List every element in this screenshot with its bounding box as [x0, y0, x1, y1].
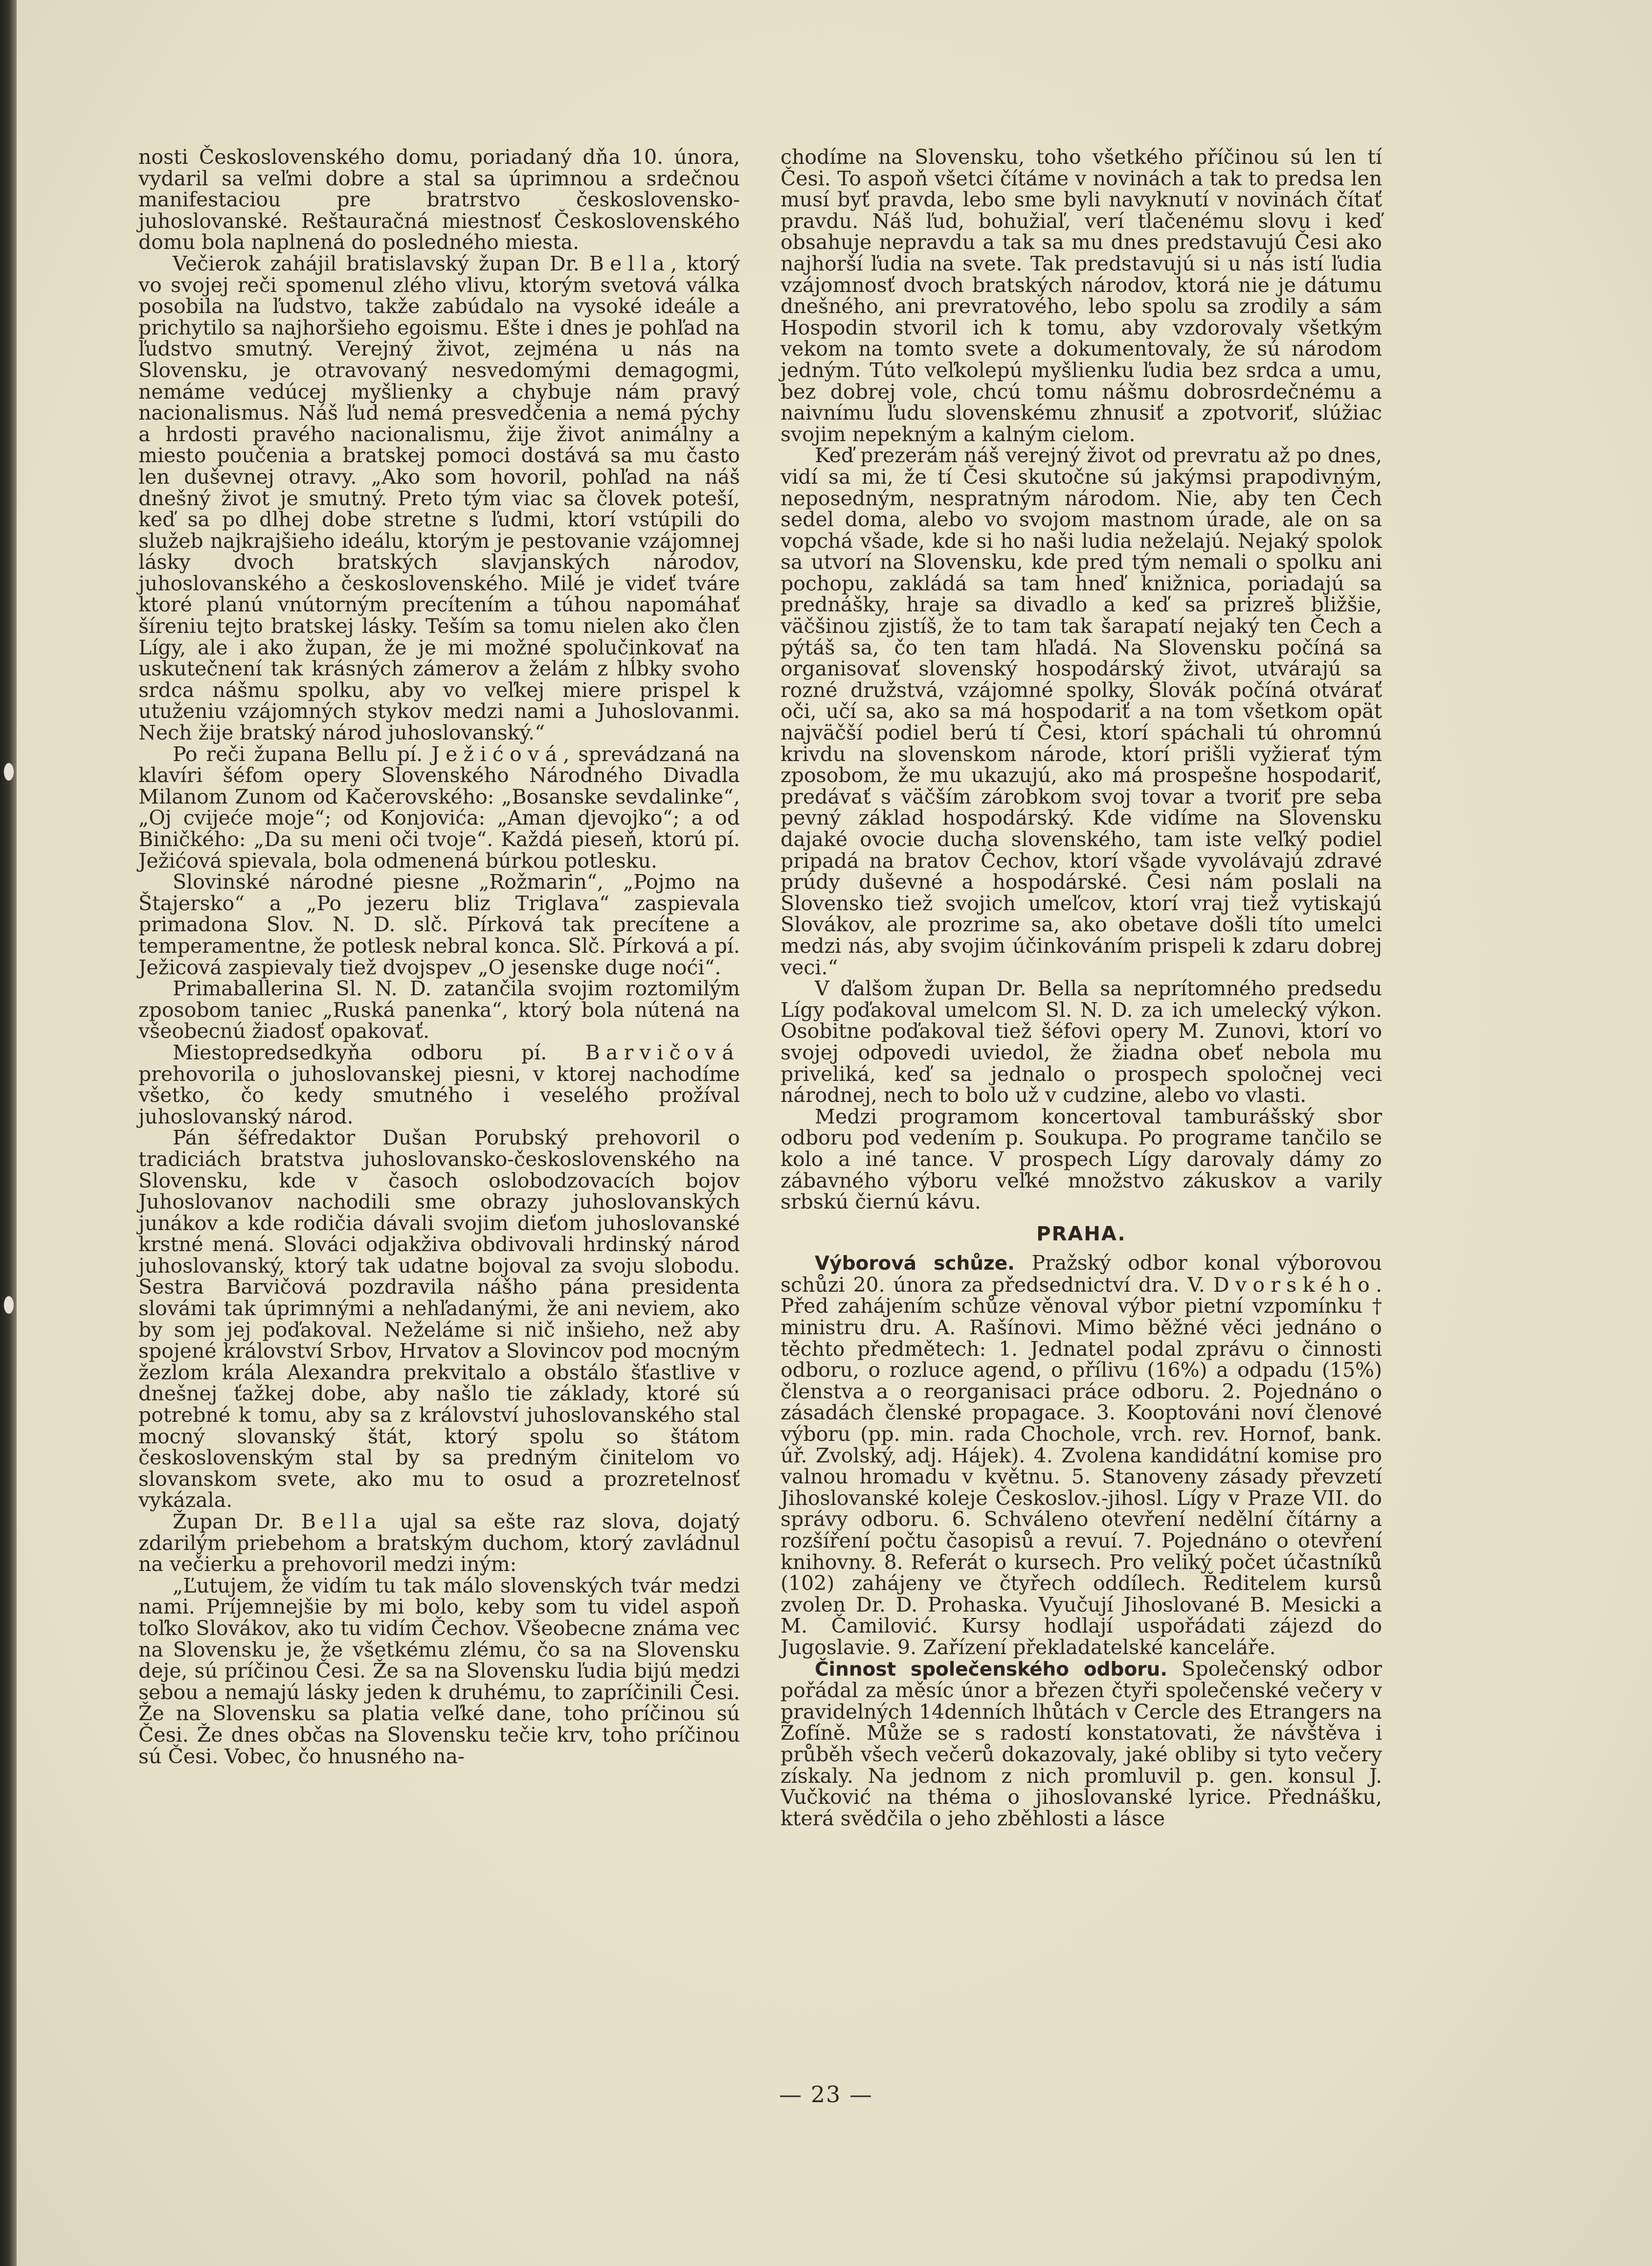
- paragraph: Po reči župana Bellu pí. Ježićová, sprevádzaná na klavíri šéfom opery Slovenského Národného Divadla Milanom Zunom od Kačerovského: „Bosanske sevdalinke“, „Oj cvijeće moje“; od Konjovića: „Aman djevojko“; a od Biničkého: „Da su meni oči tvoje“. Každá pieseň, ktorú pí. Ježićová spievala, bola odmenená búrkou potlesku.: [138, 742, 740, 873]
- paragraph: Pán šéfredaktor Dušan Porubský prehovoril o tradiciách bratstva juhoslovansko-československého na Slovensku, kde v časoch oslobodzovacích bojov Juhoslovanov nachodili sme obrazy juhoslovanských junákov a kde rodičia dávali svojim dieťom juhoslovanské krstné mená. Slováci odjakživa obdivovali hrdinský národ juhoslovanský, ktorý tak udatne bojoval za svoju slobodu. Sestra Barvičová pozdravila nášho pána presidenta slovámi tak úprimnými a nehľadanými, že ani neviem, ako by som jej poďakoval. Neželáme si nič inšieho, než aby spojené království Srbov, Hrvatov a Slovincov pod mocným žezlom krála Alexandra prekvitalo a obstálo šťastlive v dnešnej ťažkej dobe, aby našlo tie základy, ktoré sú potrebné k tomu, aby sa z království juhoslovanského stal mocný slovanský štát, ktorý spolu so štátom československým stal by sa predným činitelom vo slovanskom svete, ako mu to osud a prozretelnosť vykázala.: [138, 1126, 740, 1512]
- binding-edge: [0, 0, 17, 2266]
- paragraph: chodíme na Slovensku, toho všetkého příčinou sú len tí Česi. To aspoň všetci čítáme v novinách a tak to predsa len musí byť pravda, lebo sme byli navyknutí v novinách čítať pravdu. Náš ľud, bohužiaľ, verí tlačenému slovu i keď obsahuje nepravdu a tak sa mu dnes predstavujú Česi ako najhorší ľudia na svete. Tak predstavujú si u nás istí ľudia vzájomnosť dvoch bratských národov, ktorá nie je dátumu dnešného, ani prevratového, lebo spolu sa zrodily a sám Hospodin stvoril ich k tomu, aby vzdorovaly všetkým vekom na tomto svete a dokumentovaly, že sú národom jedným. Túto veľkolepú myšlienku ľudia bez srdca a umu, bez dobrej vole, chcú tomu nášmu dobrosrdečnému a naivnímu ľudu slovenskému zhnusiť a zpotvoriť, slúžiac svojim nepekným a kalným cielom.: [781, 145, 1382, 446]
- paragraph: Miestopredsedkyňa odboru pí. Barvičová prehovorila o juhoslovanskej piesni, v ktorej nachodíme všetko, čo kedy smutného i veselého prožíval juhoslovanský národ.: [138, 1040, 740, 1128]
- paragraph: Večierok zahájil bratislavský župan Dr. Bella, ktorý vo svojej reči spomenul zlého vlivu, ktorým svetová válka posobila na ľudstvo, takže zabúdalo na vysoké ideále a prichytilo sa najhoršieho egoismu. Ešte i dnes je pohľad na ľudstvo smutný. Verejný život, zejména u nás na Slovensku, je otravovaný nesvedomými demagogmi, nemáme vedúcej myšlienky a chybuje nám pravý nacionalismus. Náš ľud nemá presvedčenia a nemá pýchy a hrdosti pravého nacionalismu, žije život animálny a miesto poučenia a bratskej pomoci dostává sa mu často len duševnej otravy. „Ako som hovoril, pohľad na náš dnešný život je smutný. Preto tým viac sa človek poteší, keď sa po dlhej dobe stretne s ľudmi, ktorí vstúpili do služeb najkrajšieho ideálu, ktorým je pestovanie vzájomnej lásky dvoch bratských slavjanských národov, juhoslovanského a československého. Milé je videť tváre ktoré planú vnútorným precítením a túhou napomáhať šíreniu tejto bratskej lásky. Teším sa tomu nielen ako člen Lígy, ale i ako župan, že je mi možné spolučinkovať na uskutečnení tak krásných zámerov a želám z hĺbky svoho srdca nášmu spolku, aby vo veľkej miere prispel k utuženiu vzájomných stykov medzi nami a Juhoslovanmi. Nech žije bratský národ juhoslovanský.“: [138, 251, 740, 745]
- page-number: — 23 —: [779, 2081, 873, 2108]
- right-column: [781, 147, 1382, 1829]
- run-in-heading: Výborová schůze.: [815, 1253, 1015, 1275]
- binding-hole: [4, 763, 14, 781]
- paragraph: nosti Československého domu, poriadaný dňa 10. února, vydaril sa veľmi dobre a stal sa úprimnou a srdečnou manifestaciou pre bratrstvo československo-juhoslovanské. Reštauračná miestnosť Československého domu bola naplnená do posledného miesta.: [138, 145, 740, 254]
- paragraph: Výborová schůze. Pražský odbor konal výborovou schůzi 20. února za předsednictví dra. V. Dvorského. Před zahájením schůze věnoval výbor pietní vzpomínku † ministru dru. A. Rašínovi. Mimo běžné věci jednáno o těchto předmětech: 1. Jednatel podal zprávu o činnosti odboru, o rozluce agend, o přílivu (16%) a odpadu (15%) členstva a o reorganisaci práce odboru. 2. Pojednáno o zásadách členské propagace. 3. Kooptováni noví členové výboru (pp. min. rada Chochole, vrch. rev. Hornof, bank. úř. Zvolský, adj. Hájek). 4. Zvolena kandidátní komise pro valnou hromadu v květnu. 5. Stanoveny zásady převzetí Jihoslovanské koleje Českoslov.-jihosl. Lígy v Praze VII. do správy odboru. 6. Schváleno otevření nedělní čítárny a rozšíření počtu časopisů a revuí. 7. Pojednáno o otevření knihovny. 8. Referát o kursech. Pro veliký počet účastníků (102) zahájeny ve čtyřech oddílech. Ředitelem kursů zvolen Dr. D. Prohaska. Vyučují Jihoslované B. Mesicki a M. Čamilović. Kursy hodlají uspořádati zájezd do Jugoslavie. 9. Zařízení překladatelské kanceláře.: [781, 1251, 1382, 1659]
- run-in-heading: Činnost společenského odboru.: [815, 1658, 1168, 1681]
- left-column: [138, 147, 740, 1767]
- paragraph: V ďalšom župan Dr. Bella sa neprítomného predsedu Lígy poďakoval umelcom Sl. N. D. za ich umelecký výkon. Osobitne poďakoval tiež šéfovi opery M. Zunovi, ktorí vo svojej odpovedi uviedol, že žiadna obeť nebola mu priveliká, keď sa jednalo o prospech spoločnej veci národnej, nech to bolo už v cudzine, alebo vo vlasti.: [781, 977, 1382, 1107]
- binding-hole: [4, 1296, 14, 1314]
- paragraph: Činnost společenského odboru. Společenský odbor pořádal za měsíc únor a březen čtyři společenské večery v pravidelných 14denních lhůtách v Cercle des Etrangers na Žofíně. Může se s radostí konstatovati, že návštěva i průběh všech večerů dokazovaly, jaké obliby si tyto večery získaly. Na jednom z nich promluvil p. gen. konsul J. Vučković na théma o jihoslovanské lyrice. Přednášku, která svědčila o jeho zběhlosti a lásce: [781, 1657, 1382, 1830]
- section-heading: PRAHA.: [1036, 1222, 1126, 1245]
- paragraph: Slovinské národné piesne „Rožmarin“, „Pojmo na Štajersko“ a „Po jezeru bliz Triglava“ zaspievala primadona Slov. N. D. slč. Pírková tak precítene a temperamentne, že potlesk nebral konca. Slč. Pírková a pí. Ježicová zaspievaly tiež dvojspev „O jesenske duge noći“.: [138, 870, 740, 979]
- paragraph: Primaballerina Sl. N. D. zatančila svojim roztomilým zposobom taniec „Ruská panenka“, ktorý bola nútená na všeobecnú žiadosť opakovať.: [138, 977, 740, 1043]
- paragraph: Župan Dr. Bella ujal sa ešte raz slova, dojatý zdarilým priebehom a bratským duchom, ktorý zavládnul na večierku a prehovoril medzi iným:: [138, 1510, 740, 1576]
- paragraph: Medzi programom koncertoval tamburášský sbor odboru pod vedením p. Soukupa. Po programe tančilo se kolo a iné tance. V prospech Lígy darovaly dámy zo zábavného výboru veľké množstvo zákuskov a varily srbskú čiernú kávu.: [781, 1104, 1382, 1214]
- paragraph: Keď prezerám náš verejný život od prevratu až po dnes, vidí sa mi, že tí Česi skutočne sú jakýmsi prapodivným, neposedným, nespratným národom. Nie, aby ten Čech sedel doma, alebo vo svojom mastnom úrade, ale on sa vopchá všade, kde si ho naši ludia neželajú. Nejaký spolok sa utvorí na Slovensku, kde pred tým nemali o spolku ani pochopu, zakládá sa tam hneď knižnica, poriadajú sa prednášky, hraje sa divadlo a keď sa prizreš bližšie, väčšinou zjistíš, že to tam tak šarapatí nejaký ten Čech a pýtáš sa, čo ten tam hľadá. Na Slovensku počíná sa organisovať slovenský hospodárský život, utvárajú sa rozné družstvá, vzájomné spolky, Slovák počíná otvárať oči, učí sa, ako sa má hospodariť a na tom všetkom opät najväčší podiel berú tí Česi, ktorí spáchali tú ohromnú krivdu na slovenskom národe, ktorí prišli vyžierať tým zposobom, že mu ukazujú, ako má prospešne hospodariť, predávať s väčším zárobkom svoj tovar a tvoriť pre seba pevný základ hospodárský. Kde vidíme na Slovensku dajaké ovocie ducha slovenského, tam iste veľký podiel pripadá na bratov Čechov, ktorí všade vyvolávajú zdravé prúdy duševné a hospodárské. Česi nám poslali na Slovensko tiež svojich umeľcov, ktorí vraj tiež vytiskajú Slovákov, ale prozrime sa, ako obetave došli títo umelci medzi nás, aby svojim účinkováním prispeli k zdaru dobrej veci.“: [781, 444, 1382, 979]
- quotation-paragraph: „Ľutujem, že vidím tu tak málo slovenských tvár medzi nami. Príjemnejšie by mi bolo, keby som tu videl aspoň toľko Slovákov, ako tu vidím Čechov. Všeobecne známa vec na Slovensku je, že všetkému zlému, čo sa na Slovensku deje, sú príčinou Česi. Že sa na Slovensku ľudia bijú medzi sebou a nemajú lásky jeden k druhému, to zapríčinili Česi. Že na Slovensku sa platia veľké dane, toho príčinou sú Česi. Že dnes občas na Slovensku tečie krv, toho príčinou sú Česi. Vobec, čo hnusného na-: [138, 1573, 740, 1768]
